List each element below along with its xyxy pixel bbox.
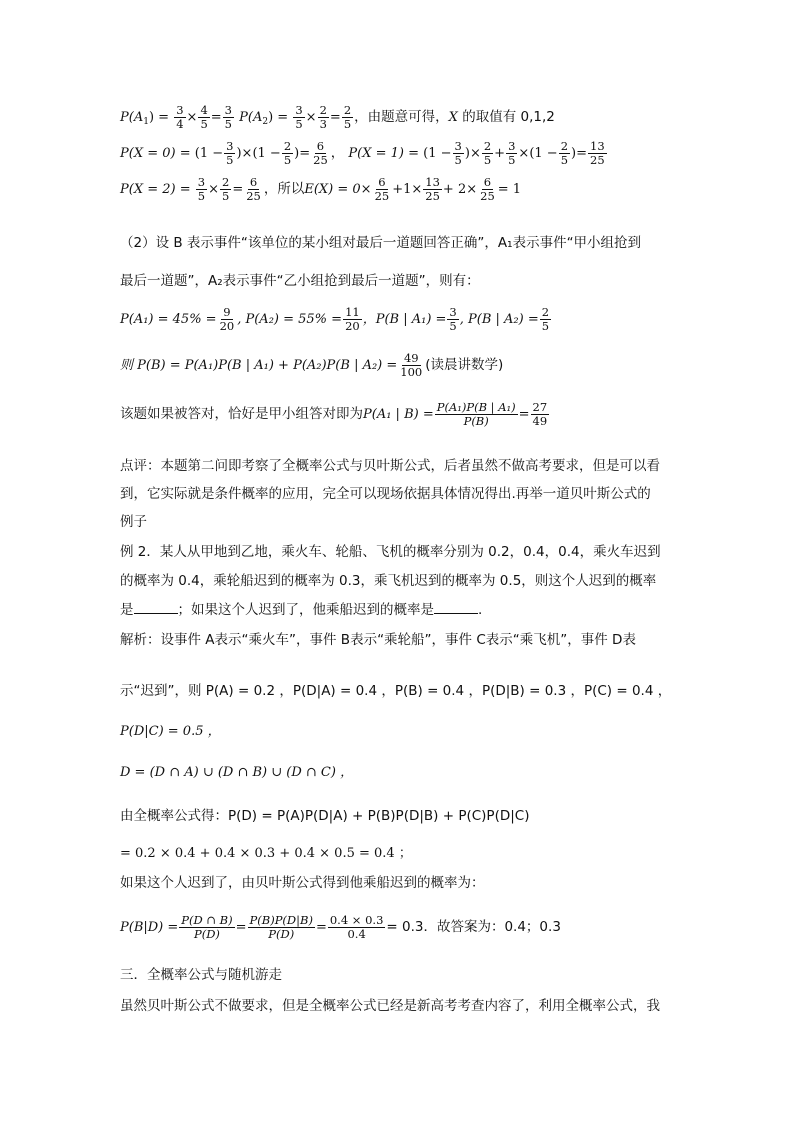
fraction: $\frac{4}{5}$ xyxy=(200,103,208,131)
math-line: P(D|C) = 0.5 ， xyxy=(120,724,221,739)
math-line: = 0.2 × 0.4 + 0.4 × 0.3 + 0.4 × 0.5 = 0.4 ； xyxy=(120,846,412,861)
expr: ) = xyxy=(148,110,170,125)
paragraph-line: 虽然贝叶斯公式不做要求，但是全概率公式已经是新高考考查内容了，利用全概率公式，我 xyxy=(120,998,660,1014)
fraction: $\frac{2}{3}$ xyxy=(319,103,327,131)
paragraph-line: 解析：设事件 A表示“乘火车”，事件 B表示“乘轮船”，事件 C表示“乘飞机”，事件 D表 xyxy=(120,632,636,648)
line-p-x2-expectation: P(X = 2) = $\frac{3}{5}$ × $\frac{2}{5}$ = $\frac{6}{25}$ ，所以E(X) = 0× $\frac{6}{25}$ +1× $\frac{13}{25}$ + 2× $\frac{6}{25}$ = 1 xyxy=(120,175,522,203)
fraction: $\frac{3}{5}$ xyxy=(295,103,303,131)
paragraph-line: 的概率为 0.4，乘轮船迟到的概率为 0.3，乘飞机迟到的概率为 0.5，则这个人迟到的概率 xyxy=(120,573,657,589)
fraction: $\frac{3}{4}$ xyxy=(176,103,184,131)
paragraph-line: 点评：本题第二问即考察了全概率公式与贝叶斯公式，后者虽然不做高考要求，但是可以看 xyxy=(120,458,660,474)
line-bayes-d: P(B|D) = $\frac{P(D \cap B)}{P(D)}$ = $\frac{P(B)P(D|B)}{P(D)}$ = $\frac{0.4 \times 0.3}{0.4}$ = 0.3．故答案为：0.4；0.3 xyxy=(120,913,561,941)
math-line: D = (D ∩ A) ∪ (D ∩ B) ∪ (D ∩ C) ， xyxy=(120,765,354,780)
answer-blank xyxy=(134,601,178,614)
fraction: $\frac{2}{5}$ xyxy=(343,103,352,131)
line-bayes-a1: 该题如果被答对，恰好是甲小组答对即为P(A₁ | B) = $\frac{\text{P(A₁)P(B | A₁)}}{P(B)}$ = $\frac{27}{49}$ xyxy=(120,400,548,428)
paragraph-line: 到，它实际就是条件概率的应用，完全可以现场依据具体情况得出.再举一道贝叶斯公式的 xyxy=(120,486,651,502)
paragraph-line: （2）设 B 表示事件“该单位的某小组对最后一道题回答正确”，A₁表示事件“甲小组抢到 xyxy=(120,235,642,251)
paragraph-line: 示“迟到”，则 P(A) = 0.2 ，P(D|A) = 0.4 ，P(B) = 0.4 ，P(D|B) = 0.3 ，P(C) = 0.4 ， xyxy=(120,683,672,699)
paragraph-line: 是 ；如果这个人迟到了，他乘船迟到的概率是 . xyxy=(120,602,483,618)
line-p-x0-x1: P(X = 0) = (1 − $\frac{3}{5}$ )×(1 − $\frac{2}{5}$ )= $\frac{6}{25}$ ， P(X = 1) = (1 − $\frac{3}{5}$ )× $\frac{2}{5}$ + $\frac{3}{5}$ ×(1 − $\frac{2}{5}$ )= $\frac{13}{25}$ xyxy=(120,139,605,167)
paragraph-line: 由全概率公式得：P(D) = P(A)P(D|A) + P(B)P(D|B) + P(C)P(D|C) xyxy=(120,808,530,824)
expr: P(A xyxy=(120,110,144,125)
paragraph-line: 最后一道题”，A₂表示事件“乙小组抢到最后一道题”，则有： xyxy=(120,273,480,289)
answer-blank xyxy=(434,601,478,614)
paragraph-line: 例子 xyxy=(120,514,147,530)
expr: P(A xyxy=(239,110,263,125)
section-heading: 三．全概率公式与随机游走 xyxy=(120,967,282,983)
line-total-prob: 则 P(B) = P(A₁)P(B | A₁) + P(A₂)P(B | A₂) = $\frac{49}{100}$ (读晨讲数学) xyxy=(120,351,504,379)
line-p-a1-a2: $P(A_1)$ = $\frac{3}{4}$ × $\frac{4}{5}$ = $\frac{3}{5}$ $P(A_2)$ = $\frac{3}{5}$ × $\frac{2}{3}$ = $\frac{2}{5}$ ，由题意可得，X 的取值有 0,1,2 xyxy=(120,103,555,131)
paragraph-line: 例 2．某人从甲地到乙地，乘火车、轮船、飞机的概率分别为 0.2，0.4，0.4，乘火车迟到 xyxy=(120,544,661,560)
fraction: $\frac{3}{5}$ xyxy=(224,103,232,131)
line-probabilities: P(A₁) = 45% = $\frac{9}{20}$ , P(A₂) = 55% = $\frac{11}{20}$ ，P(B | A₁) = $\frac{3}{5}$ , P(B | A₂) = $\frac{2}{5}$ xyxy=(120,305,550,333)
paragraph-line: 如果这个人迟到了，由贝叶斯公式得到他乘船迟到的概率为： xyxy=(120,875,485,891)
